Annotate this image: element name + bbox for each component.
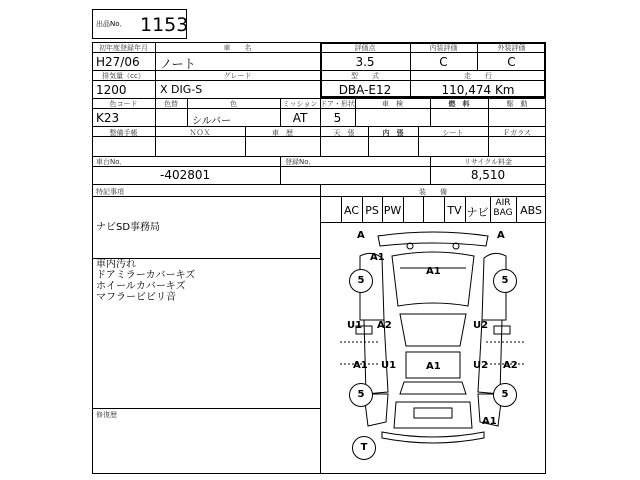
damage-rear-bumper: A1 xyxy=(482,416,497,427)
chassis-value: -402801 xyxy=(160,168,211,182)
grade-label: グレード xyxy=(223,72,252,80)
damage-front-door-left-a: U1 xyxy=(347,320,363,331)
color-code-label: 色コード xyxy=(109,100,138,108)
color-change-label: 色替 xyxy=(164,100,178,108)
equip-divider xyxy=(403,196,404,222)
remark-item: ホイールカバーキズ xyxy=(96,281,186,292)
damage-hood: A1 xyxy=(426,266,441,277)
color-value: シルバー xyxy=(192,116,232,127)
front-bumper-shape xyxy=(378,232,488,246)
roof-label: 天 張 xyxy=(333,129,355,137)
fuel-label: 燃 料 xyxy=(448,100,470,108)
right-door-shape xyxy=(478,320,502,394)
special-note: ナビSD事務局 xyxy=(96,222,161,233)
rear-window-shape xyxy=(400,382,466,394)
equip-tv: TV xyxy=(447,204,462,217)
left-door-shape xyxy=(364,320,388,394)
row-divider xyxy=(92,126,546,127)
registration-label: 登録No． xyxy=(285,158,316,166)
equip-airbag: AIR BAG xyxy=(493,198,513,218)
damage-rear-left-a: A1 xyxy=(353,360,368,371)
remark-item: 車内汚れ xyxy=(96,259,136,270)
damage-rear-left-b: U1 xyxy=(381,360,397,371)
col-divider xyxy=(280,156,281,184)
damage-front-right: A xyxy=(497,230,505,241)
transmission-label: ミッション xyxy=(282,100,318,108)
displacement-value: 1200 xyxy=(96,83,127,97)
damage-fender-left: A1 xyxy=(370,252,385,263)
rear-bumper-shape xyxy=(382,432,484,443)
windshield-shape xyxy=(400,314,466,346)
score-label: 評価点 xyxy=(354,44,376,52)
hood-shape xyxy=(392,252,474,306)
doors-value: 5 xyxy=(333,111,342,125)
year-label: 初年度登録年月 xyxy=(99,44,148,52)
damage-tire: T xyxy=(352,436,376,460)
damage-rear-right-a: U2 xyxy=(473,360,489,371)
damage-rear-wheel-right: 5 xyxy=(493,383,517,407)
lot-box xyxy=(92,9,187,39)
damage-rear-right-b: A2 xyxy=(503,360,518,371)
chassis-label: 車台No． xyxy=(96,158,127,166)
model-value: DBA-E12 xyxy=(338,83,392,97)
model-label: 型 式 xyxy=(351,72,379,80)
doors-label: ドア・形状 xyxy=(320,100,355,108)
transmission-value: AT xyxy=(292,111,308,125)
equip-ac: AC xyxy=(343,204,359,217)
damage-front-door-right: U2 xyxy=(473,320,489,331)
name-value: ノート xyxy=(160,57,196,71)
recycle-value: 8,510 xyxy=(470,168,506,182)
exterior-grade-value: C xyxy=(507,55,516,69)
manual-label: 整備手帳 xyxy=(109,129,138,137)
special-notes-label: 特記事項 xyxy=(96,188,124,196)
history-label: 車 歴 xyxy=(272,129,293,137)
recycle-label: リサイクル料金 xyxy=(463,158,513,166)
displacement-label: 排気量（cc） xyxy=(102,72,145,80)
damage-front-wheel-right: 5 xyxy=(493,269,517,293)
equip-pw: PW xyxy=(383,204,402,217)
seat-label: シート xyxy=(442,129,464,137)
equip-ps: PS xyxy=(365,204,379,217)
equipment-label: 装 備 xyxy=(419,188,447,196)
damage-front-door-left-b: A2 xyxy=(377,320,392,331)
tailgate-shape xyxy=(394,402,472,428)
nox-label: ＮＯＸ xyxy=(189,129,211,137)
damage-center-rear: A1 xyxy=(426,361,441,372)
name-label: 車 名 xyxy=(223,44,252,52)
remark-item: マフラービビリ音 xyxy=(96,292,176,303)
exterior-grade-label: 外装評価 xyxy=(497,44,526,52)
remarks-list xyxy=(96,259,195,303)
mileage-value: 110,474 Km xyxy=(441,83,515,97)
notes-divider xyxy=(92,408,320,409)
grade-value: X DIG-S xyxy=(160,83,203,96)
equip-navi: ナビ xyxy=(466,206,489,219)
interior-grade-value: C xyxy=(439,55,448,69)
score-value: 3.5 xyxy=(355,55,375,69)
color-code-value: K23 xyxy=(96,111,120,125)
interior-grade-label: 内装評価 xyxy=(429,44,458,52)
damage-rear-wheel-left: 5 xyxy=(349,383,373,407)
equip-abs: ABS xyxy=(520,204,542,217)
damage-front-wheel-left: 5 xyxy=(349,269,373,293)
mileage-label: 走 行 xyxy=(464,72,492,80)
lot-label: 出品No． xyxy=(96,20,127,28)
damage-front-left: A xyxy=(357,230,365,241)
remark-item: ドアミラーカバーキズ xyxy=(96,270,196,281)
repair-history-label: 修復歴 xyxy=(96,411,117,419)
row-divider xyxy=(92,184,546,185)
year-value: H27/06 xyxy=(96,55,140,69)
equip-divider xyxy=(423,196,424,222)
car-diagram xyxy=(320,222,546,474)
interior-lining-label: 内 張 xyxy=(382,129,404,137)
lot-number: 1153 xyxy=(140,14,189,36)
color-label: 色 xyxy=(230,100,237,108)
drive-label: 駆 動 xyxy=(506,100,528,108)
glass-label: Ｆガラス xyxy=(503,129,531,137)
inspection-label: 車 検 xyxy=(382,100,403,108)
